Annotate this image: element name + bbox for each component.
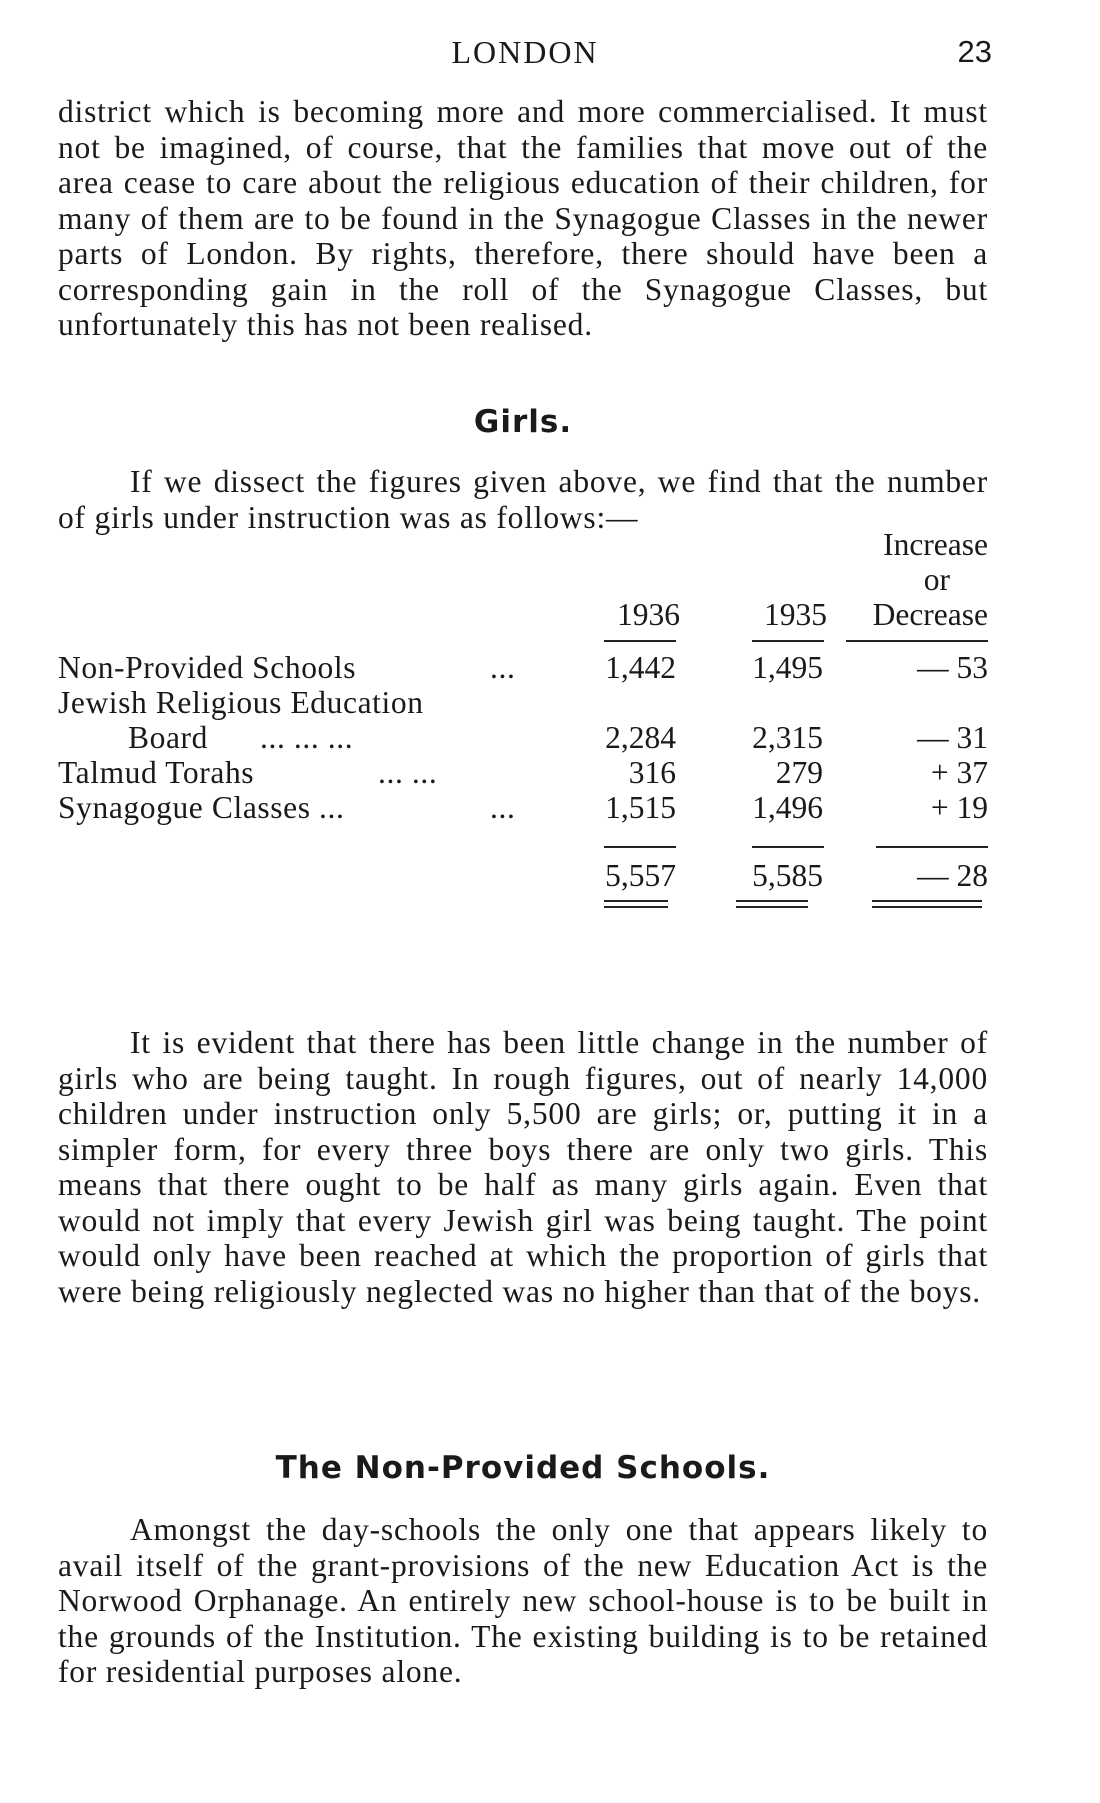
double-rule-1936-top bbox=[604, 900, 668, 902]
col-header-1935: 1935 bbox=[764, 597, 827, 632]
total-change: — 28 bbox=[917, 858, 988, 893]
row-1936-synagogue-classes: 1,515 bbox=[605, 790, 676, 825]
double-rule-1935-top bbox=[736, 900, 808, 902]
total-1935: 5,585 bbox=[752, 858, 823, 893]
total-1936: 5,557 bbox=[605, 858, 676, 893]
row-leader: ... ... ... bbox=[260, 720, 354, 755]
girls-commentary-paragraph: It is evident that there has been little change in the number of girls who are being taught. In rough figures, out of nearly 14,000 children under instruction only 5,500 are girls; or, putting it in a simpler form, for every three boys there are only two girls. This means that there ought to be half as many girls again. Even that would not imply that every Jewish girl was being taught. The point would only have been reached at which the proportion of girls that were being religiously neglected was no higher than that of the boys. bbox=[58, 1025, 988, 1309]
girls-heading: Girls. bbox=[473, 404, 573, 440]
row-leader: ... bbox=[490, 650, 516, 685]
col-header-or: or bbox=[923, 562, 950, 597]
row-leader: ... bbox=[490, 790, 516, 825]
row-label-talmud-torahs: Talmud Torahs bbox=[58, 755, 255, 790]
schools-heading: The Non-Provided Schools. bbox=[275, 1450, 771, 1486]
row-change-synagogue-classes: + 19 bbox=[930, 790, 988, 825]
header-rule-1936 bbox=[604, 640, 676, 642]
row-change-jewish-religious: — 31 bbox=[917, 720, 988, 755]
row-change-non-provided: — 53 bbox=[917, 650, 988, 685]
row-1935-non-provided: 1,495 bbox=[752, 650, 823, 685]
row-label-synagogue-classes: Synagogue Classes ... bbox=[58, 790, 345, 825]
total-rule-change bbox=[876, 846, 988, 848]
double-rule-1936-bottom bbox=[604, 906, 668, 908]
col-header-increase: Increase bbox=[883, 527, 988, 562]
row-1935-jewish-religious: 2,315 bbox=[752, 720, 823, 755]
row-1935-talmud-torahs: 279 bbox=[775, 755, 823, 790]
row-1936-talmud-torahs: 316 bbox=[628, 755, 676, 790]
girls-intro-paragraph: If we dissect the figures given above, we find that the number of girls under instruction was as follows:— bbox=[58, 464, 988, 535]
header-rule-change bbox=[846, 640, 988, 642]
double-rule-change-top bbox=[872, 900, 982, 902]
intro-paragraph: district which is becoming more and more commercialised. It must not be imagined, of course, that the families that move out of the area cease to care about the religious education of their children, for many of them are to be found in the Synagogue Classes in the newer parts of London. By rights, therefore, there should have been a corresponding gain in the roll of the Synagogue Classes, but unfortunately this has not been realised. bbox=[58, 94, 988, 342]
double-rule-1935-bottom bbox=[736, 906, 808, 908]
row-1935-synagogue-classes: 1,496 bbox=[752, 790, 823, 825]
row-leader: ... ... bbox=[378, 755, 438, 790]
row-1936-jewish-religious: 2,284 bbox=[605, 720, 676, 755]
row-change-talmud-torahs: + 37 bbox=[930, 755, 988, 790]
double-rule-change-bottom bbox=[872, 906, 982, 908]
col-header-1936: 1936 bbox=[617, 597, 680, 632]
header-rule-1935 bbox=[752, 640, 824, 642]
total-rule-1935 bbox=[752, 846, 824, 848]
schools-paragraph: Amongst the day-schools the only one that appears likely to avail itself of the grant-provisions of the new Education Act is the Norwood Orphanage. An entirely new school-house is to be built in the grounds of the Institution. The existing building is to be retained for residential purposes alone. bbox=[58, 1512, 988, 1689]
running-title: LONDON bbox=[451, 34, 599, 70]
row-1936-non-provided: 1,442 bbox=[605, 650, 676, 685]
col-header-decrease: Decrease bbox=[872, 597, 988, 632]
page-number: 23 bbox=[957, 34, 992, 69]
row-label-board: Board bbox=[128, 720, 208, 755]
page-header bbox=[58, 34, 992, 78]
total-rule-1936 bbox=[604, 846, 676, 848]
row-label-jewish-religious: Jewish Religious Education bbox=[58, 685, 424, 720]
row-label-non-provided: Non-Provided Schools bbox=[58, 650, 357, 685]
